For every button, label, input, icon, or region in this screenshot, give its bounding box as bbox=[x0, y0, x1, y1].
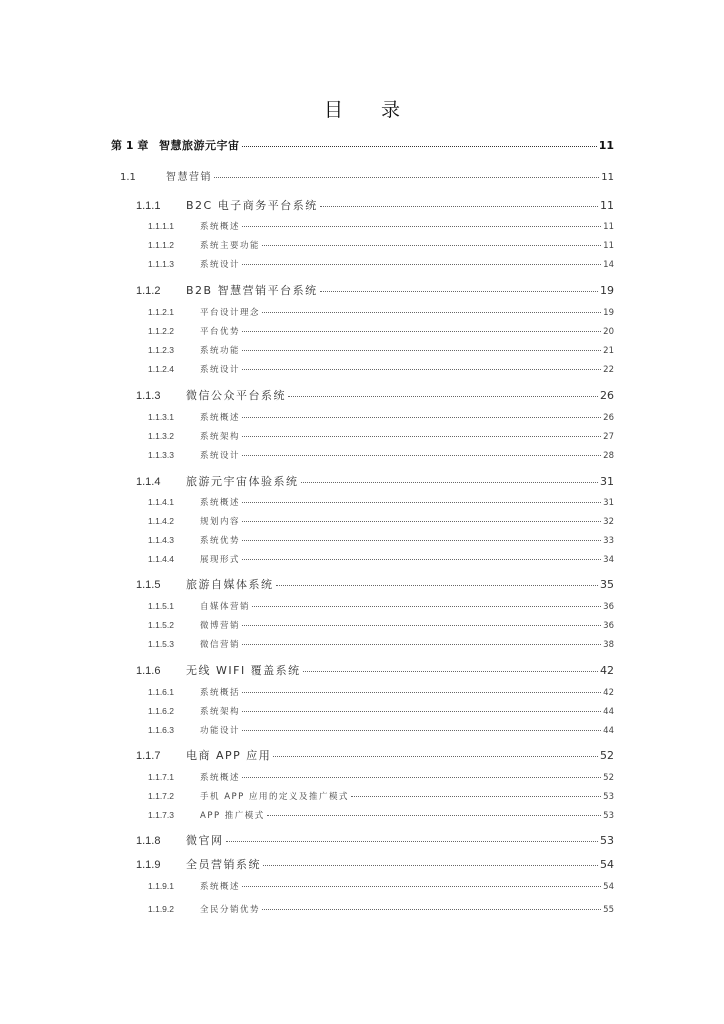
toc-entry-page-number: 14 bbox=[603, 260, 614, 270]
toc-entry-page-number: 53 bbox=[600, 834, 614, 847]
dot-leader bbox=[242, 559, 601, 560]
dot-leader bbox=[242, 264, 601, 265]
dot-leader bbox=[242, 226, 601, 227]
toc-entry-page-number: 36 bbox=[603, 621, 614, 631]
toc-entry-title: 系统设计 bbox=[200, 365, 241, 375]
toc-entry-title: 微信公众平台系统 bbox=[186, 389, 286, 402]
toc-entry-number: 1.1.1 bbox=[136, 200, 161, 212]
dot-leader bbox=[242, 502, 601, 503]
toc-entry-number: 1.1.8 bbox=[136, 835, 161, 847]
toc-entry-number: 1.1 bbox=[120, 172, 136, 183]
toc-entry-page-number: 19 bbox=[603, 308, 614, 318]
toc-entry-level-3[interactable] bbox=[136, 197, 614, 213]
toc-entry-level-4[interactable] bbox=[148, 306, 614, 318]
dot-leader bbox=[226, 841, 599, 842]
toc-entry-level-4[interactable] bbox=[148, 258, 614, 270]
dot-leader bbox=[273, 756, 598, 757]
toc-entry-title: 系统优势 bbox=[200, 536, 241, 546]
dot-leader bbox=[262, 909, 601, 910]
toc-entry-title: 全员营销系统 bbox=[186, 858, 261, 871]
toc-entry-number: 第 1 章 bbox=[111, 139, 149, 152]
toc-entry-level-3[interactable] bbox=[136, 662, 614, 678]
dot-leader bbox=[276, 585, 599, 586]
toc-entry-number: 1.1.2.4 bbox=[148, 364, 174, 374]
dot-leader bbox=[242, 417, 601, 418]
dot-leader bbox=[214, 177, 599, 178]
toc-entry-level-3[interactable] bbox=[136, 747, 614, 763]
toc-entry-title: 系统概括 bbox=[200, 688, 241, 698]
toc-entry-number: 1.1.2.1 bbox=[148, 307, 174, 317]
toc-entry-number: 1.1.6 bbox=[136, 665, 161, 677]
dot-leader bbox=[242, 730, 601, 731]
toc-entry-number: 1.1.5.1 bbox=[148, 601, 174, 611]
toc-entry-page-number: 22 bbox=[603, 365, 614, 375]
dot-leader bbox=[242, 521, 601, 522]
toc-entry-title: 功能设计 bbox=[200, 726, 241, 736]
toc-entry-number: 1.1.6.2 bbox=[148, 706, 174, 716]
toc-entry-level-4[interactable] bbox=[148, 515, 614, 527]
dot-leader bbox=[263, 865, 598, 866]
toc-entry-level-3[interactable] bbox=[136, 856, 614, 872]
toc-title: 目 录 bbox=[323, 99, 417, 121]
toc-entry-level-4[interactable] bbox=[148, 724, 614, 736]
toc-entry-number: 1.1.7 bbox=[136, 750, 161, 762]
toc-entry-title: 旅游自媒体系统 bbox=[186, 578, 274, 591]
toc-entry-title: 规划内容 bbox=[200, 517, 241, 527]
toc-entry-page-number: 26 bbox=[603, 413, 614, 423]
toc-entry-title: APP 推广模式 bbox=[200, 811, 265, 821]
toc-entry-page-number: 44 bbox=[603, 726, 614, 736]
toc-entry-page-number: 20 bbox=[603, 327, 614, 337]
toc-entry-page-number: 31 bbox=[603, 498, 614, 508]
toc-entry-number: 1.1.2.2 bbox=[148, 326, 174, 336]
toc-entry-number: 1.1.4 bbox=[136, 476, 161, 488]
dot-leader bbox=[242, 644, 601, 645]
toc-entry-level-4[interactable] bbox=[148, 705, 614, 717]
toc-entry-number: 1.1.6.3 bbox=[148, 725, 174, 735]
toc-entry-level-4[interactable] bbox=[148, 220, 614, 232]
dot-leader bbox=[320, 291, 598, 292]
toc-entry-title: 手机 APP 应用的定义及推广模式 bbox=[200, 792, 349, 802]
toc-entry-level-4[interactable] bbox=[148, 903, 614, 915]
toc-entry-title: 平台设计理念 bbox=[200, 308, 261, 318]
toc-entry-number: 1.1.5.2 bbox=[148, 620, 174, 630]
toc-entry-page-number: 34 bbox=[603, 555, 614, 565]
toc-entry-level-4[interactable] bbox=[148, 363, 614, 375]
dot-leader bbox=[242, 711, 601, 712]
dot-leader bbox=[242, 625, 601, 626]
toc-entry-level-3[interactable] bbox=[136, 387, 614, 403]
toc-entry-title: B2B 智慧营销平台系统 bbox=[186, 284, 318, 297]
toc-entry-level-1[interactable] bbox=[111, 137, 614, 153]
toc-entry-level-4[interactable] bbox=[148, 411, 614, 423]
toc-entry-number: 1.1.3.1 bbox=[148, 412, 174, 422]
toc-entry-page-number: 42 bbox=[603, 688, 614, 698]
dot-leader bbox=[242, 350, 601, 351]
dot-leader bbox=[267, 815, 601, 816]
toc-entry-level-4[interactable] bbox=[148, 496, 614, 508]
toc-entry-title: B2C 电子商务平台系统 bbox=[186, 199, 318, 212]
toc-entry-number: 1.1.9.2 bbox=[148, 904, 174, 914]
dot-leader bbox=[262, 312, 601, 313]
toc-entry-title: 系统设计 bbox=[200, 451, 241, 461]
toc-entry-title: 平台优势 bbox=[200, 327, 241, 337]
toc-entry-level-3[interactable] bbox=[136, 473, 614, 489]
dot-leader bbox=[262, 245, 601, 246]
toc-entry-page-number: 19 bbox=[600, 284, 614, 297]
toc-entry-level-2[interactable] bbox=[120, 168, 614, 183]
dot-leader bbox=[252, 606, 601, 607]
dot-leader bbox=[351, 796, 601, 797]
toc-entry-level-4[interactable] bbox=[148, 553, 614, 565]
toc-entry-level-3[interactable] bbox=[136, 282, 614, 298]
toc-entry-page-number: 28 bbox=[603, 451, 614, 461]
dot-leader bbox=[301, 482, 599, 483]
toc-entry-level-4[interactable] bbox=[148, 638, 614, 650]
toc-entry-number: 1.1.9.1 bbox=[148, 881, 174, 891]
toc-entry-level-4[interactable] bbox=[148, 790, 614, 802]
toc-entry-level-4[interactable] bbox=[148, 771, 614, 783]
toc-entry-page-number: 42 bbox=[600, 664, 614, 677]
toc-entry-number: 1.1.4.2 bbox=[148, 516, 174, 526]
toc-entry-title: 系统概述 bbox=[200, 413, 241, 423]
toc-entry-level-4[interactable] bbox=[148, 600, 614, 612]
toc-entry-title: 系统架构 bbox=[200, 707, 241, 717]
dot-leader bbox=[242, 455, 601, 456]
toc-entry-title: 展现形式 bbox=[200, 555, 241, 565]
toc-entry-number: 1.1.6.1 bbox=[148, 687, 174, 697]
toc-entry-page-number: 53 bbox=[603, 792, 614, 802]
toc-entry-page-number: 26 bbox=[600, 389, 614, 402]
toc-entry-page-number: 11 bbox=[598, 139, 614, 152]
toc-entry-page-number: 31 bbox=[600, 475, 614, 488]
toc-entry-page-number: 32 bbox=[603, 517, 614, 527]
toc-entry-title: 系统架构 bbox=[200, 432, 241, 442]
toc-entry-page-number: 21 bbox=[603, 346, 614, 356]
toc-entry-number: 1.1.7.2 bbox=[148, 791, 174, 801]
dot-leader bbox=[242, 331, 601, 332]
toc-entry-number: 1.1.9 bbox=[136, 859, 161, 871]
toc-entry-level-4[interactable] bbox=[148, 534, 614, 546]
toc-entry-number: 1.1.5.3 bbox=[148, 639, 174, 649]
toc-entry-number: 1.1.1.3 bbox=[148, 259, 174, 269]
toc-entry-number: 1.1.2.3 bbox=[148, 345, 174, 355]
toc-entry-title: 电商 APP 应用 bbox=[186, 749, 272, 762]
toc-entry-title: 全民分销优势 bbox=[200, 905, 261, 915]
dot-leader bbox=[303, 671, 598, 672]
toc-entry-page-number: 27 bbox=[603, 432, 614, 442]
toc-entry-page-number: 11 bbox=[603, 222, 614, 232]
dot-leader bbox=[242, 886, 601, 887]
toc-entry-page-number: 54 bbox=[603, 882, 614, 892]
toc-entry-page-number: 52 bbox=[600, 749, 614, 762]
toc-entry-page-number: 33 bbox=[603, 536, 614, 546]
toc-entry-page-number: 35 bbox=[600, 578, 614, 591]
toc-entry-level-4[interactable] bbox=[148, 809, 614, 821]
toc-entry-page-number: 11 bbox=[603, 241, 614, 251]
toc-entry-level-4[interactable] bbox=[148, 686, 614, 698]
toc-entry-number: 1.1.4.3 bbox=[148, 535, 174, 545]
toc-entry-level-4[interactable] bbox=[148, 619, 614, 631]
toc-entry-title: 微官网 bbox=[186, 834, 224, 847]
toc-entry-title: 系统功能 bbox=[200, 346, 241, 356]
dot-leader bbox=[320, 206, 598, 207]
toc-entry-page-number: 54 bbox=[600, 858, 614, 871]
toc-entry-title: 微博营销 bbox=[200, 621, 241, 631]
toc-entry-page-number: 38 bbox=[603, 640, 614, 650]
dot-leader bbox=[242, 369, 601, 370]
toc-entry-number: 1.1.3.2 bbox=[148, 431, 174, 441]
toc-entry-title: 系统主要功能 bbox=[200, 241, 261, 251]
toc-entry-title: 自媒体营销 bbox=[200, 602, 251, 612]
dot-leader bbox=[242, 436, 601, 437]
toc-entry-title: 智慧营销 bbox=[166, 172, 212, 183]
toc-entry-number: 1.1.7.1 bbox=[148, 772, 174, 782]
toc-entry-title: 系统概述 bbox=[200, 498, 241, 508]
dot-leader bbox=[242, 777, 601, 778]
dot-leader bbox=[242, 540, 601, 541]
toc-entry-number: 1.1.1.1 bbox=[148, 221, 174, 231]
toc-entry-number: 1.1.3.3 bbox=[148, 450, 174, 460]
toc-entry-page-number: 11 bbox=[600, 199, 614, 212]
toc-entry-number: 1.1.5 bbox=[136, 579, 161, 591]
toc-entry-page-number: 11 bbox=[601, 172, 614, 183]
toc-entry-number: 1.1.3 bbox=[136, 390, 161, 402]
toc-entry-page-number: 53 bbox=[603, 811, 614, 821]
toc-entry-level-4[interactable] bbox=[148, 325, 614, 337]
toc-entry-level-3[interactable] bbox=[136, 576, 614, 592]
toc-entry-page-number: 55 bbox=[603, 905, 614, 915]
toc-entry-number: 1.1.1.2 bbox=[148, 240, 174, 250]
toc-entry-title: 系统概述 bbox=[200, 882, 241, 892]
toc-entry-number: 1.1.4.4 bbox=[148, 554, 174, 564]
toc-entry-number: 1.1.4.1 bbox=[148, 497, 174, 507]
toc-entry-title: 微信营销 bbox=[200, 640, 241, 650]
toc-entry-page-number: 36 bbox=[603, 602, 614, 612]
toc-entry-title: 系统概述 bbox=[200, 222, 241, 232]
toc-entry-title: 系统概述 bbox=[200, 773, 241, 783]
dot-leader bbox=[242, 146, 597, 147]
dot-leader bbox=[288, 396, 598, 397]
toc-entry-title: 智慧旅游元宇宙 bbox=[159, 139, 240, 152]
toc-entry-page-number: 44 bbox=[603, 707, 614, 717]
dot-leader bbox=[242, 692, 601, 693]
toc-entry-level-4[interactable] bbox=[148, 430, 614, 442]
toc-entry-title: 旅游元宇宙体验系统 bbox=[186, 475, 299, 488]
toc-entry-level-4[interactable] bbox=[148, 449, 614, 461]
toc-entry-level-4[interactable] bbox=[148, 880, 614, 892]
toc-entry-number: 1.1.2 bbox=[136, 285, 161, 297]
toc-entry-number: 1.1.7.3 bbox=[148, 810, 174, 820]
toc-entry-page-number: 52 bbox=[603, 773, 614, 783]
toc-entry-level-4[interactable] bbox=[148, 239, 614, 251]
toc-entry-title: 无线 WIFI 覆盖系统 bbox=[186, 664, 301, 677]
toc-entry-level-3[interactable] bbox=[136, 832, 614, 848]
toc-entry-level-4[interactable] bbox=[148, 344, 614, 356]
toc-entry-title: 系统设计 bbox=[200, 260, 241, 270]
